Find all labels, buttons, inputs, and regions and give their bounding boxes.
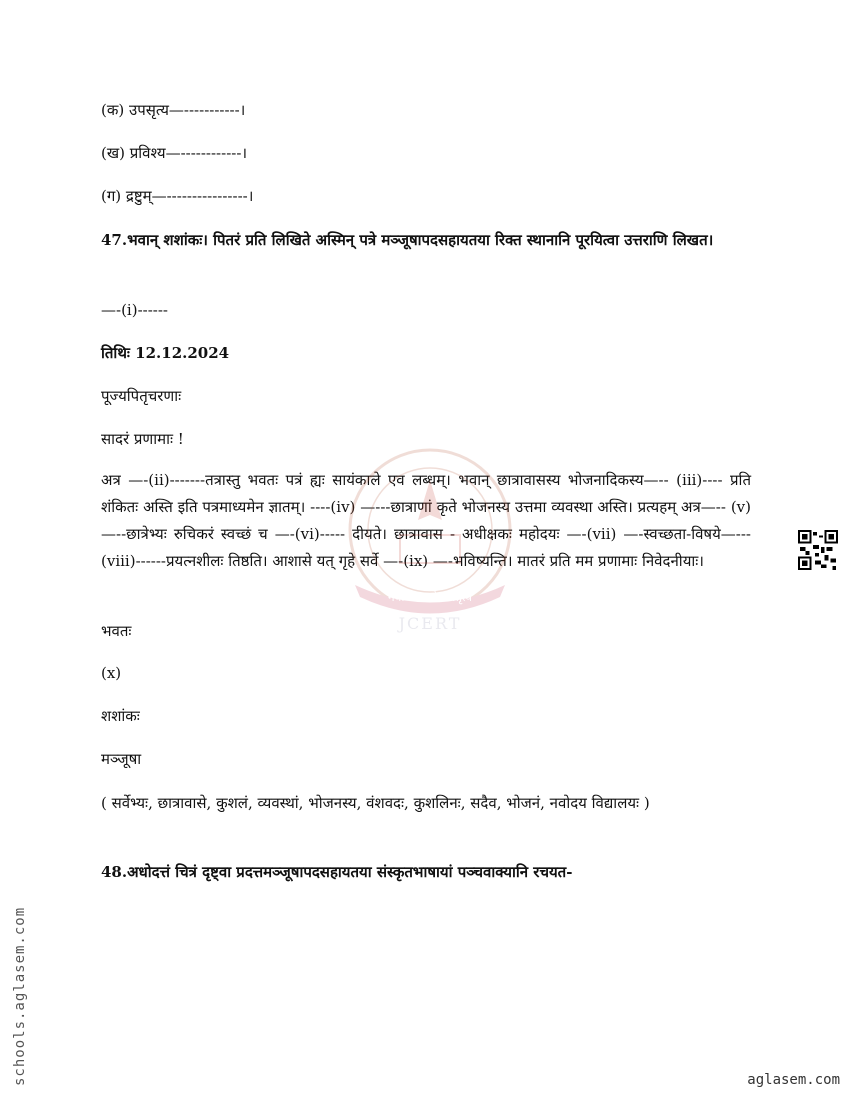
letter-date: तिथिः 12.12.2024 xyxy=(101,344,230,362)
watermark-jcert-text: JCERT xyxy=(398,614,462,633)
footer-url: aglasem.com xyxy=(747,1072,840,1088)
manjusha-words: ( सर्वेभ्यः, छात्रावासे, कुशलं, व्यवस्थां, भोजनस्य, वंशवदः, कुशलिनः, सदैव, भोजनं, नवोदय विद्यालयः ) xyxy=(101,794,650,812)
letter-blank-x: (x) xyxy=(101,664,122,682)
qr-code-icon xyxy=(798,530,838,570)
side-watermark-url: schools.aglasem.com xyxy=(12,906,28,1086)
watermark-motto: नवोन्मेष शोध नेतृत्व xyxy=(388,590,472,604)
letter-signature: शशांकः xyxy=(101,707,140,725)
letter-blank-i: —-(i)------ xyxy=(101,301,168,319)
letter-closing: भवतः xyxy=(101,622,132,640)
letter-salutation: पूज्यपितृचरणाः xyxy=(101,387,182,405)
letter-body: अत्र —-(ii)-------तत्रास्तु भवतः पत्रं ह्यः सायंकाले एव लब्धम्। भवान् छात्रावासस्य भोजनादिकस्य—-- (iii)---- प्रति शंकितः अस्ति इति पत्रमाध्यमेन ज्ञातम्। ----(iv) —---छात्राणां कृते भोजनस्य उत्तमा व्यवस्था अस्ति। प्रत्यहम् अत्र—-- (v) —--छात्रेभ्यः रुचिकरं स्वच्छं च —-(vi)----- दीयते। छात्रावास - अधीक्षकः महोदयः —-(vii) —-स्वच्छता-विषये—--- (viii)------प्रयत्नशीलः तिष्ठति। आशासे यत् गृहे सर्वे —-(ix) —-भविष्यन्ति। मातरं प्रति मम प्रणामाः निवेदनीयाः। xyxy=(101,471,751,570)
option-kha: (ख) प्रविश्य—------------। xyxy=(101,144,248,162)
option-ka: (क) उपसृत्य—-----------। xyxy=(101,101,246,119)
option-ga: (ग) द्रष्टुम्—----------------। xyxy=(101,187,254,205)
manjusha-title: मञ्जूषा xyxy=(101,750,142,768)
question-48: 48.अधोदत्तं चित्रं दृष्ट्वा प्रदत्तमञ्जूषापदसहायतया संस्कृतभाषायां पञ्चवाक्यानि रचयत- xyxy=(101,863,573,881)
letter-greeting: सादरं प्रणामाः ! xyxy=(101,430,184,448)
question-47: 47.भवान् शशांकः। पितरं प्रति लिखिते अस्मिन् पत्रे मञ्जूषापदसहायतया रिक्त स्थानानि पूरयित्वा उत्तराणि लिखत। xyxy=(101,231,714,249)
